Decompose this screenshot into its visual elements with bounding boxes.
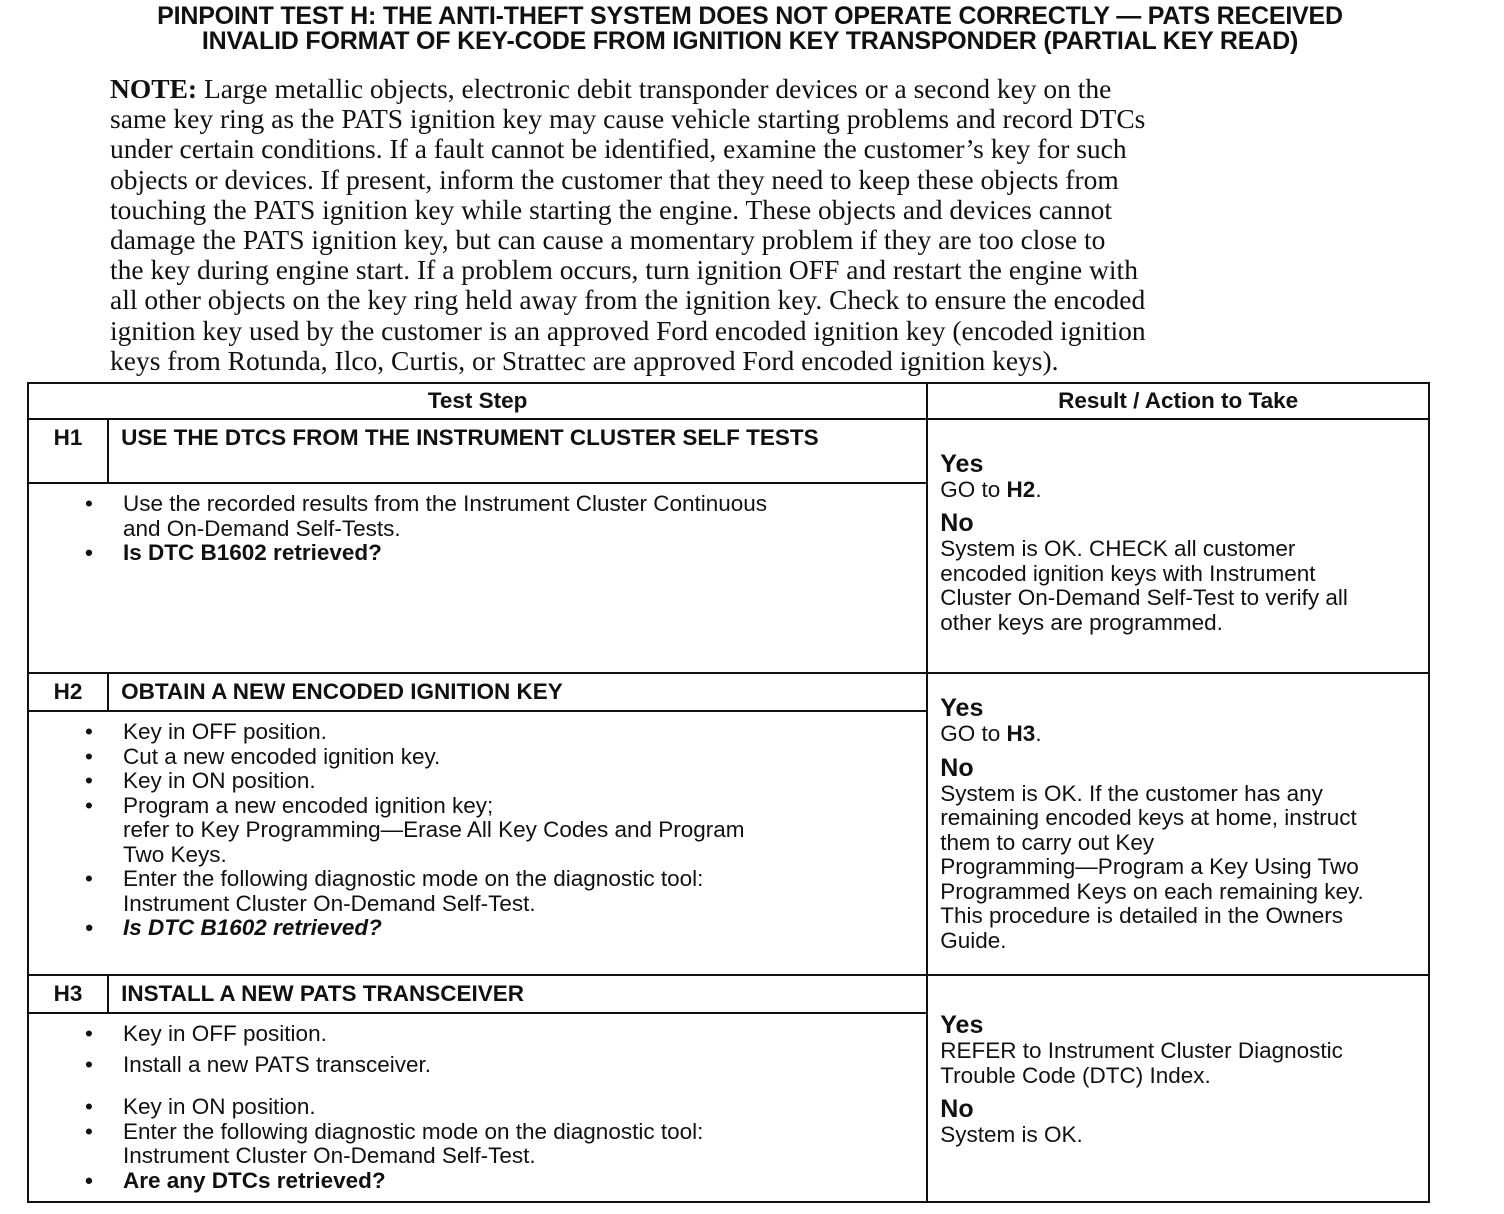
header-test-step: Test Step — [28, 383, 927, 419]
step-title: USE THE DTCS FROM THE INSTRUMENT CLUSTER SELF TESTS — [108, 419, 927, 483]
header-result: Result / Action to Take — [927, 383, 1429, 419]
title-line-2: INVALID FORMAT OF KEY-CODE FROM IGNITION KEY TRANSPONDER (PARTIAL KEY READ) — [201, 27, 1299, 55]
step-question: • Is DTC B1602 retrieved? — [123, 916, 906, 941]
result-cell — [927, 673, 1429, 975]
no-action: System is OK. If the customer has any remaining encoded keys at home, instruct them to carry out Key Programming—Program a Key Using Two Programmed Keys on each remaining key. This procedure is detailed in the Owners Guide. — [940, 780, 1364, 953]
note-line-9: ignition key used by the customer is an approved Ford encoded ignition key (encoded ignition — [110, 314, 1146, 346]
list-item: • Enter the following diagnostic mode on the diagnostic tool: Instrument Cluster On-Demand Self-Test. — [123, 1120, 906, 1169]
step-list — [29, 1014, 926, 1201]
step-question: • Are any DTCs retrieved? — [123, 1169, 906, 1194]
list-item: • Use the recorded results from the Instrument Cluster Continuous and On-Demand Self-Tests. — [123, 492, 906, 541]
no-label: No — [940, 1095, 974, 1123]
yes-label: Yes — [940, 449, 984, 478]
result-cell — [927, 975, 1429, 1202]
pinpoint-test-table — [27, 382, 1430, 1203]
step-question: • Is DTC B1602 retrieved? — [123, 541, 906, 566]
note-line-7: the key during engine start. If a problem occurs, turn ignition OFF and restart the engine with — [110, 254, 1138, 286]
yes-target: H2 — [1006, 476, 1036, 502]
yes-action: REFER to Instrument Cluster Diagnostic Trouble Code (DTC) Index. — [940, 1038, 1343, 1088]
yes-action: GO to H3. — [940, 721, 1042, 746]
step-body — [28, 1013, 927, 1202]
table-row-h3-title — [28, 975, 1429, 1013]
note-line-6: damage the PATS ignition key, but can cause a momentary problem if they are too close to — [110, 224, 1106, 256]
step-body — [28, 483, 927, 673]
step-title: INSTALL A NEW PATS TRANSCEIVER — [108, 975, 927, 1013]
list-item: • Enter the following diagnostic mode on the diagnostic tool: Instrument Cluster On-Demand Self-Test. — [123, 867, 906, 916]
step-id: H1 — [28, 419, 108, 483]
step-id: H2 — [28, 673, 108, 711]
note-line-1: NOTE: Large metallic objects, electronic debit transponder devices or a second key on the — [110, 73, 1112, 104]
list-item: • Cut a new encoded ignition key. — [123, 745, 906, 770]
step-list — [29, 712, 926, 949]
no-label: No — [940, 753, 974, 782]
yes-target: H3 — [1006, 721, 1036, 746]
yes-label: Yes — [940, 1011, 984, 1039]
no-label: No — [940, 509, 974, 538]
note-line-10: keys from Rotunda, Ilco, Curtis, or Strattec are approved Ford encoded ignition keys). — [110, 344, 1059, 376]
step-id: H3 — [28, 975, 108, 1013]
list-item: • Key in ON position. — [123, 1095, 906, 1120]
note-label: NOTE: — [110, 73, 198, 104]
no-action: System is OK. CHECK all customer encoded ignition keys with Instrument Cluster On-Demand Self-Test to verify all other keys are programmed. — [940, 536, 1348, 635]
list-item: • Install a new PATS transceiver. — [123, 1053, 906, 1078]
list-item: • Key in OFF position. — [123, 720, 906, 745]
title-line-1: PINPOINT TEST H: THE ANTI-THEFT SYSTEM DOES NOT OPERATE CORRECTLY — PATS RECEIVED — [157, 2, 1343, 30]
table-row-h2-title — [28, 673, 1429, 711]
no-action: System is OK. — [940, 1122, 1083, 1147]
list-item: • Program a new encoded ignition key; refer to Key Programming—Erase All Key Codes and Program Two Keys. — [123, 794, 906, 868]
note-line-5: touching the PATS ignition key while starting the engine. These objects and devices cannot — [110, 193, 1113, 225]
table-row-h1-title — [28, 419, 1429, 483]
note-paragraph — [110, 74, 1340, 376]
note-line-2: same key ring as the PATS ignition key may cause vehicle starting problems and record DTCs — [110, 103, 1146, 135]
note-line-8: all other objects on the key ring held away from the ignition key. Check to ensure the encoded — [110, 284, 1146, 316]
step-title: OBTAIN A NEW ENCODED IGNITION KEY — [108, 673, 927, 711]
yes-action: GO to H2. — [940, 476, 1042, 502]
note-line-4: objects or devices. If present, inform the customer that they need to keep these objects from — [110, 163, 1119, 195]
table-header-row — [28, 383, 1429, 419]
yes-label: Yes — [940, 694, 984, 722]
pinpoint-test-title — [20, 4, 1480, 54]
step-body — [28, 711, 927, 975]
step-list — [29, 484, 926, 574]
result-cell — [927, 419, 1429, 673]
list-item: • Key in ON position. — [123, 769, 906, 794]
list-item: • Key in OFF position. — [123, 1022, 906, 1047]
note-line-3: under certain conditions. If a fault cannot be identified, examine the customer’s key for such — [110, 133, 1127, 165]
